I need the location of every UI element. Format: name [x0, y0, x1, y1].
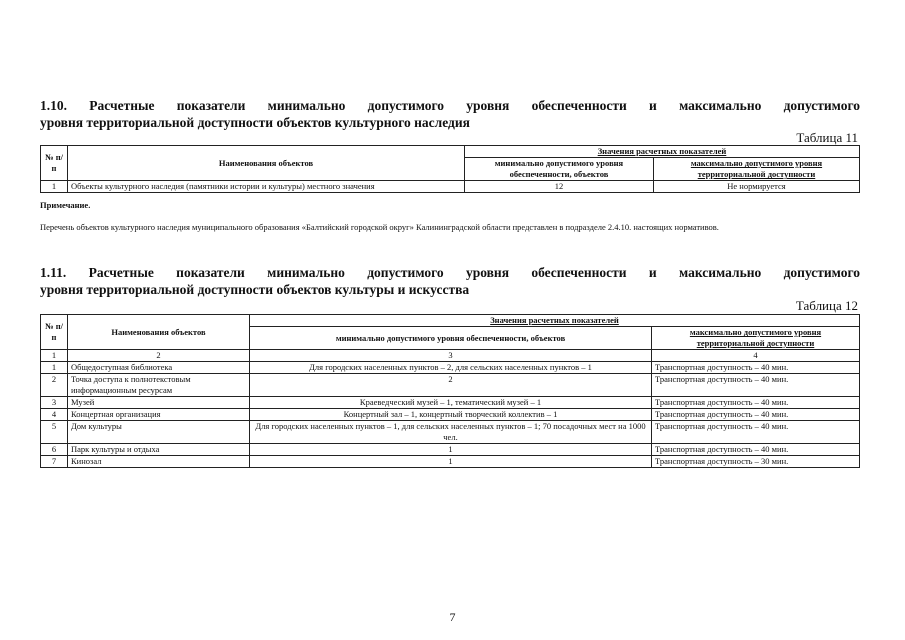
cell-min: Краеведческий музей – 1, тематический музей – 1: [250, 397, 652, 409]
cell-max: Не нормируется: [653, 181, 859, 193]
index-cell: 3: [250, 350, 652, 362]
table-12-label: Таблица 12: [795, 298, 858, 313]
cell-min: Для городских населенных пунктов – 1, для сельских населенных пунктов – 1; 70 посадочных мест на 1000 чел.: [250, 421, 652, 444]
cell-name: Парк культуры и отдыха: [68, 444, 250, 456]
col-header-min: минимально допустимого уровня обеспеченности, объектов: [465, 158, 654, 181]
heading-line-2: уровня территориальной доступности объектов культурного наследия: [40, 115, 470, 130]
index-row: [41, 350, 860, 362]
cell-min: 2: [250, 374, 652, 397]
cell-num: 2: [41, 374, 68, 397]
col-header-values: Значения расчетных показателей: [250, 315, 860, 327]
col-header-num: № п/п: [41, 146, 68, 181]
section-heading-1-11: [40, 264, 860, 298]
heading-line-1: 1.11. Расчетные показатели минимально допустимого уровня обеспеченности и максимально допустимого: [40, 265, 860, 280]
page-number: 7: [449, 610, 456, 624]
heading-line-2: уровня территориальной доступности объектов культуры и искусства: [40, 282, 470, 297]
cell-max: Транспортная доступность – 40 мин.: [652, 421, 860, 444]
cell-num: 6: [41, 444, 68, 456]
cell-num: 3: [41, 397, 68, 409]
cell-min: 12: [465, 181, 654, 193]
table-row: [41, 374, 860, 397]
cell-num: 7: [41, 456, 68, 468]
cell-name: Точка доступа к полнотекстовым информационным ресурсам: [68, 374, 250, 397]
table-row: [41, 409, 860, 421]
col-header-name: Наименования объектов: [68, 146, 465, 181]
heading-line-1: 1.10. Расчетные показатели минимально допустимого уровня обеспеченности и максимально допустимого: [40, 98, 860, 113]
section-heading-1-10: [40, 97, 860, 131]
cell-name: Музей: [68, 397, 250, 409]
table-row: [41, 456, 860, 468]
col-header-values: Значения расчетных показателей: [465, 146, 860, 158]
col-header-min: минимально допустимого уровня обеспеченности, объектов: [250, 327, 652, 350]
cell-max: Транспортная доступность – 40 мин.: [652, 397, 860, 409]
cell-name: Общедоступная библиотека: [68, 362, 250, 374]
cell-max: Транспортная доступность – 30 мин.: [652, 456, 860, 468]
index-cell: 1: [41, 350, 68, 362]
cell-num: 1: [41, 181, 68, 193]
table-12: [40, 314, 860, 468]
table-row: [41, 362, 860, 374]
cell-num: 1: [41, 362, 68, 374]
cell-max: Транспортная доступность – 40 мин.: [652, 409, 860, 421]
table-11-label: Таблица 11: [796, 130, 858, 145]
table-row: [41, 397, 860, 409]
cell-max: Транспортная доступность – 40 мин.: [652, 362, 860, 374]
col-header-name: Наименования объектов: [68, 315, 250, 350]
cell-num: 5: [41, 421, 68, 444]
cell-max: Транспортная доступность – 40 мин.: [652, 374, 860, 397]
col-header-max: максимально допустимого уровня территориальной доступности: [653, 158, 859, 181]
cell-min: Для городских населенных пунктов – 2, для сельских населенных пунктов – 1: [250, 362, 652, 374]
col-header-num: № п/п: [41, 315, 68, 350]
table-row: [41, 181, 860, 193]
col-header-max: максимально допустимого уровня территориальной доступности: [652, 327, 860, 350]
index-cell: 4: [652, 350, 860, 362]
cell-name: Концертная организация: [68, 409, 250, 421]
cell-num: 4: [41, 409, 68, 421]
table-row: [41, 444, 860, 456]
cell-max: Транспортная доступность – 40 мин.: [652, 444, 860, 456]
note-text: Перечень объектов культурного наследия муниципального образования «Балтийский городской округ» Калининградской области представлен в подразделе 2.4.10. настоящих нормативов.: [40, 222, 719, 232]
table-row: [41, 421, 860, 444]
table-11: [40, 145, 860, 193]
cell-name: Дом культуры: [68, 421, 250, 444]
note-title: Примечание.: [40, 200, 91, 210]
cell-min: 1: [250, 456, 652, 468]
cell-min: 1: [250, 444, 652, 456]
index-cell: 2: [68, 350, 250, 362]
note-block: [40, 199, 860, 233]
cell-name: Кинозал: [68, 456, 250, 468]
cell-min: Концертный зал – 1, концертный творческий коллектив – 1: [250, 409, 652, 421]
cell-name: Объекты культурного наследия (памятники истории и культуры) местного значения: [68, 181, 465, 193]
